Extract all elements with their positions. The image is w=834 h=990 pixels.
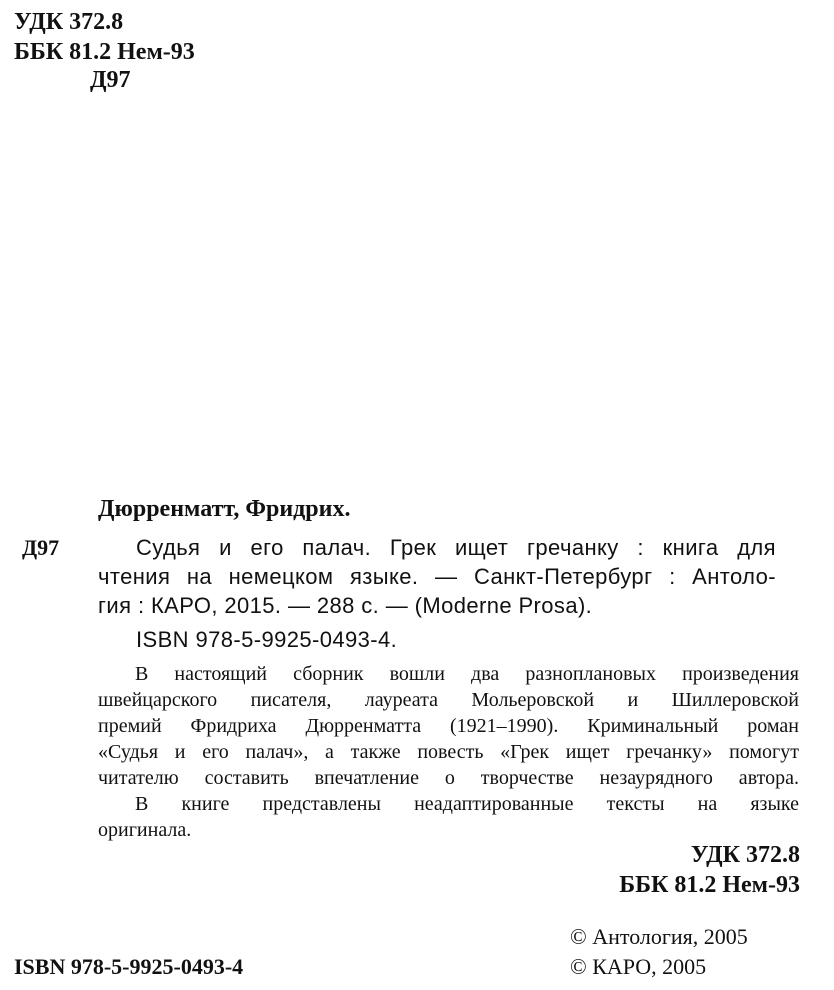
isbn-card: ISBN 978-5-9925-0493-4. (136, 627, 398, 652)
copyright-anthology: © Антология, 2005 (570, 924, 748, 949)
annotation-line-5: читателю составить впечатление о творчестве незаурядного автора. (98, 767, 799, 789)
annotation-line-3: премий Фридриха Дюрренматта (1921–1990). Криминальный роман (98, 715, 799, 737)
author-heading: Дюрренматт, Фридрих. (98, 496, 351, 522)
author-code-card: Д97 (22, 535, 60, 560)
annotation-line-7: оригинала. (98, 819, 192, 841)
udk-code-bottom: УДК 372.8 (690, 842, 800, 868)
annotation-line-1: В настоящий сборник вошли два разноплановых произведения (135, 663, 799, 685)
annotation-line-4: «Судья и его палач», а также повесть «Грек ищет гречанку» помогут (98, 741, 799, 763)
isbn-bottom: ISBN 978-5-9925-0493-4 (14, 954, 244, 979)
description-line-1: Судья и его палач. Грек ищет гречанку : книга для (136, 535, 776, 560)
bbk-code-top: ББК 81.2 Нем-93 (14, 39, 195, 65)
udk-code-top: УДК 372.8 (14, 9, 124, 35)
annotation-line-6: В книге представлены неадаптированные тексты на языке (135, 793, 799, 815)
description-line-3: гия : КАРО, 2015. — 288 с. — (Moderne Prosa). (98, 593, 593, 618)
description-line-2: чтения на немецком языке. — Санкт-Петербург : Антоло- (98, 564, 776, 589)
copyright-karo: © КАРО, 2005 (570, 954, 707, 979)
annotation-line-2: швейцарского писателя, лауреата Мольеровской и Шиллеровской (98, 689, 799, 711)
author-code-top: Д97 (90, 67, 131, 93)
bbk-code-bottom: ББК 81.2 Нем-93 (619, 872, 800, 898)
